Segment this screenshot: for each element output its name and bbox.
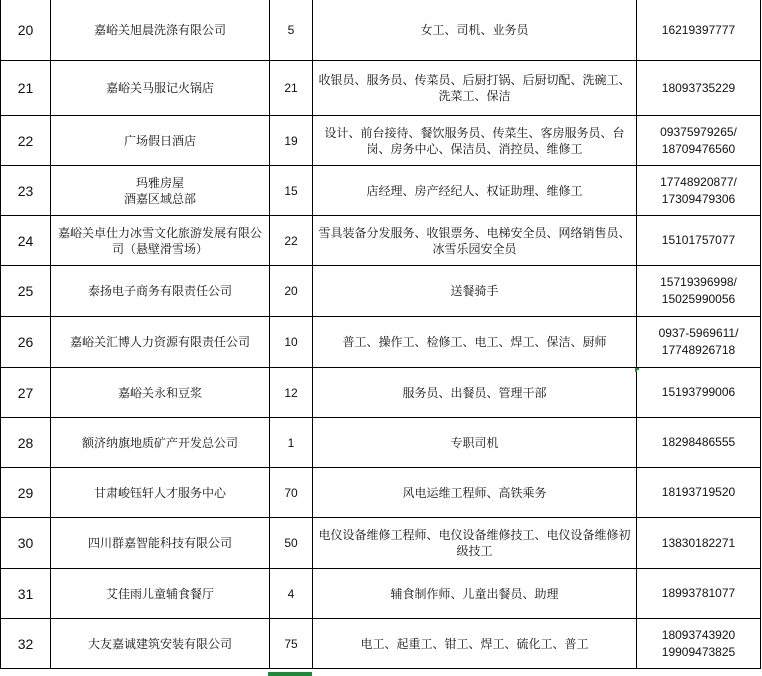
table-row (1, 0, 761, 61)
contact-phone-cell[interactable] (637, 569, 761, 619)
job-positions-cell[interactable]: 专职司机 (313, 418, 637, 468)
contact-phone-cell[interactable] (637, 166, 761, 216)
phone-primary: 15719396998/ (660, 275, 737, 289)
job-positions-cell[interactable]: 设计、前台接待、餐饮服务员、传菜生、客房服务员、台岗、房务中心、保洁员、消控员、维修工 (313, 116, 637, 166)
table-row (1, 166, 761, 216)
contact-phone-cell[interactable] (637, 61, 761, 116)
company-name-cell[interactable]: 泰扬电子商务有限责任公司 (51, 266, 270, 317)
contact-phone-cell[interactable] (637, 116, 761, 166)
company-name-line: 酒嘉区域总部 (123, 191, 196, 206)
phone-primary: 17748920877/ (660, 174, 737, 189)
contact-phone-cell[interactable] (637, 368, 761, 418)
contact-phone-cell[interactable] (637, 518, 761, 569)
row-number-cell[interactable]: 29 (1, 468, 51, 518)
job-positions-cell[interactable]: 普工、操作工、检修工、电工、焊工、保洁、厨师 (313, 317, 637, 368)
job-positions-cell[interactable]: 电工、起重工、钳工、焊工、硫化工、普工 (313, 619, 637, 669)
contact-phone-cell[interactable] (637, 619, 761, 669)
phone-primary: 09375979265/ (660, 124, 737, 139)
phone-primary: 15101757077 (661, 233, 736, 247)
headcount-cell[interactable]: 15 (270, 166, 313, 216)
phone-secondary: 19909473825 (661, 644, 736, 659)
table-row (1, 518, 761, 569)
cell-selection-mark (635, 368, 639, 372)
job-positions-cell[interactable]: 送餐骑手 (313, 266, 637, 317)
contact-phone-cell[interactable] (637, 468, 761, 518)
company-name-cell[interactable]: 嘉峪关卓仕力冰雪文化旅游发展有限公司（悬壁滑雪场） (51, 216, 270, 266)
job-positions-cell[interactable]: 雪具装备分发服务、收银票务、电梯安全员、网络销售员、冰雪乐园安全员 (313, 216, 637, 266)
phone-primary: 13830182271 (661, 535, 736, 550)
table-row (1, 468, 761, 518)
phone-secondary: 15025990056 (661, 292, 736, 306)
contact-phone-cell[interactable] (637, 418, 761, 468)
headcount-cell[interactable]: 12 (270, 368, 313, 418)
headcount-cell[interactable]: 10 (270, 317, 313, 368)
contact-phone-cell[interactable] (637, 317, 761, 368)
row-number-cell[interactable]: 31 (1, 569, 51, 619)
headcount-cell[interactable]: 50 (270, 518, 313, 569)
phone-primary: 18093743920 (661, 627, 736, 642)
table-row (1, 266, 761, 317)
row-number-cell[interactable]: 30 (1, 518, 51, 569)
row-number-cell[interactable]: 21 (1, 61, 51, 116)
row-number-cell[interactable]: 28 (1, 418, 51, 468)
job-positions-cell[interactable]: 风电运维工程师、高铁乘务 (313, 468, 637, 518)
row-number-cell[interactable]: 26 (1, 317, 51, 368)
row-number-cell[interactable]: 27 (1, 368, 51, 418)
job-positions-cell[interactable]: 店经理、房产经纪人、权证助理、维修工 (313, 166, 637, 216)
phone-primary: 18993781077 (661, 586, 736, 600)
company-name-cell[interactable]: 嘉峪关马服记火锅店 (51, 61, 270, 116)
phone-primary: 18193719520 (661, 485, 736, 499)
phone-primary: 0937-5969611/ (658, 326, 739, 340)
headcount-cell[interactable]: 22 (270, 216, 313, 266)
job-positions-cell[interactable]: 电仪设备维修工程师、电仪设备维修技工、电仪设备维修初级技工 (313, 518, 637, 569)
phone-secondary: 18709476560 (661, 141, 736, 156)
company-name-cell[interactable]: 嘉峪关汇博人力资源有限责任公司 (51, 317, 270, 368)
table-row (1, 116, 761, 166)
row-number-cell[interactable]: 23 (1, 166, 51, 216)
headcount-cell[interactable]: 4 (270, 569, 313, 619)
phone-primary: 18298486555 (661, 435, 736, 449)
company-name-cell[interactable]: 额济纳旗地质矿产开发总公司 (51, 418, 270, 468)
company-name-cell[interactable]: 甘肃峻钰轩人才服务中心 (51, 468, 270, 518)
headcount-cell[interactable]: 70 (270, 468, 313, 518)
contact-phone-cell[interactable] (637, 216, 761, 266)
contact-phone-cell[interactable] (637, 266, 761, 317)
row-number-cell[interactable]: 20 (1, 0, 51, 61)
table-row (1, 216, 761, 266)
selected-cell-indicator (268, 672, 312, 676)
job-positions-cell[interactable]: 辅食制作师、儿童出餐员、助理 (313, 569, 637, 619)
headcount-cell[interactable]: 21 (270, 61, 313, 116)
phone-primary: 18093735229 (661, 80, 736, 95)
company-name-cell[interactable] (51, 166, 270, 216)
phone-secondary: 17748926718 (661, 343, 736, 357)
company-name-line: 玛雅房屋 (135, 175, 184, 190)
headcount-cell[interactable]: 19 (270, 116, 313, 166)
table-row (1, 418, 761, 468)
row-number-cell[interactable]: 32 (1, 619, 51, 669)
company-name-cell[interactable]: 嘉峪关永和豆浆 (51, 368, 270, 418)
row-number-cell[interactable]: 22 (1, 116, 51, 166)
company-name-cell[interactable]: 大友嘉诚建筑安装有限公司 (51, 619, 270, 669)
job-positions-cell[interactable]: 女工、司机、业务员 (313, 0, 637, 61)
headcount-cell[interactable]: 1 (270, 418, 313, 468)
table-row (1, 368, 761, 418)
company-name-cell[interactable]: 艾佳雨儿童辅食餐厅 (51, 569, 270, 619)
headcount-cell[interactable]: 5 (270, 0, 313, 61)
company-name-cell[interactable]: 四川群嘉智能科技有限公司 (51, 518, 270, 569)
phone-primary: 16219397777 (661, 22, 736, 37)
headcount-cell[interactable]: 20 (270, 266, 313, 317)
job-positions-cell[interactable]: 收银员、服务员、传菜员、后厨打锅、后厨切配、洗碗工、洗菜工、保洁 (313, 61, 637, 116)
job-positions-cell[interactable]: 服务员、出餐员、管理干部 (313, 368, 637, 418)
table-row (1, 317, 761, 368)
phone-secondary: 17309479306 (661, 191, 736, 206)
contact-phone-cell[interactable] (637, 0, 761, 61)
table-row (1, 569, 761, 619)
company-name-cell[interactable]: 广场假日酒店 (51, 116, 270, 166)
row-number-cell[interactable]: 24 (1, 216, 51, 266)
row-number-cell[interactable]: 25 (1, 266, 51, 317)
phone-primary: 15193799006 (661, 385, 736, 399)
headcount-cell[interactable]: 75 (270, 619, 313, 669)
company-name-cell[interactable]: 嘉峪关旭晨洗涤有限公司 (51, 0, 270, 61)
table-row (1, 61, 761, 116)
table-row (1, 619, 761, 669)
